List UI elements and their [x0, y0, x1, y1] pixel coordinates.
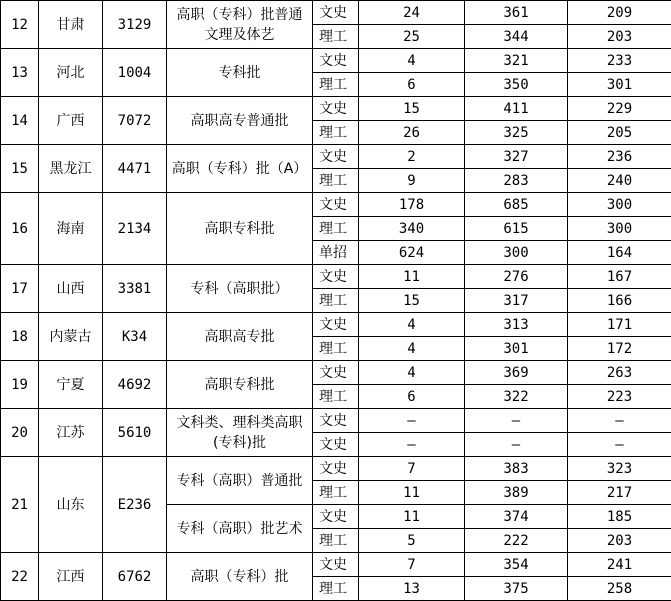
max-score-cell: 350	[465, 73, 568, 97]
subject-cell: 理工	[313, 289, 359, 313]
plan-count-cell: 9	[359, 169, 465, 193]
batch-cell: 高职（专科）批普通文理及体艺	[167, 1, 313, 49]
row-number-cell: 22	[1, 553, 39, 601]
subject-cell: 理工	[313, 217, 359, 241]
row-number-cell: 19	[1, 361, 39, 409]
row-number-cell: 20	[1, 409, 39, 457]
subject-cell: 文史	[313, 457, 359, 481]
institution-code-cell: 4471	[103, 145, 167, 193]
subject-cell: 文史	[313, 193, 359, 217]
min-score-cell: 301	[568, 73, 671, 97]
min-score-cell: 263	[568, 361, 671, 385]
plan-count-cell: 7	[359, 457, 465, 481]
plan-count-cell: 6	[359, 385, 465, 409]
province-cell: 江西	[39, 553, 103, 601]
row-number-cell: 14	[1, 97, 39, 145]
table-row	[1, 97, 671, 121]
plan-count-cell: 340	[359, 217, 465, 241]
plan-count-cell: 178	[359, 193, 465, 217]
institution-code-cell: 3129	[103, 1, 167, 49]
plan-count-cell: 15	[359, 97, 465, 121]
min-score-cell: 166	[568, 289, 671, 313]
max-score-cell: 411	[465, 97, 568, 121]
min-score-cell: 209	[568, 1, 671, 25]
subject-cell: 理工	[313, 73, 359, 97]
subject-cell: 文史	[313, 409, 359, 433]
plan-count-cell: 624	[359, 241, 465, 265]
plan-count-cell: 15	[359, 289, 465, 313]
plan-count-cell: 4	[359, 361, 465, 385]
min-score-cell: 229	[568, 97, 671, 121]
max-score-cell: 615	[465, 217, 568, 241]
subject-cell: 单招	[313, 241, 359, 265]
subject-cell: 文史	[313, 145, 359, 169]
subject-cell: 理工	[313, 577, 359, 601]
min-score-cell: 241	[568, 553, 671, 577]
min-score-cell: 203	[568, 529, 671, 553]
max-score-cell: 300	[465, 241, 568, 265]
batch-cell: 文科类、理科类高职(专科)批	[167, 409, 313, 457]
institution-code-cell: 3381	[103, 265, 167, 313]
max-score-cell: 322	[465, 385, 568, 409]
institution-code-cell: E236	[103, 457, 167, 553]
subject-cell: 文史	[313, 553, 359, 577]
subject-cell: 文史	[313, 505, 359, 529]
province-cell: 内蒙古	[39, 313, 103, 361]
institution-code-cell: 2134	[103, 193, 167, 265]
plan-count-cell: 4	[359, 313, 465, 337]
institution-code-cell: 4692	[103, 361, 167, 409]
max-score-cell: 325	[465, 121, 568, 145]
subject-cell: 文史	[313, 265, 359, 289]
batch-cell: 高职专科批	[167, 361, 313, 409]
plan-count-cell: 2	[359, 145, 465, 169]
max-score-cell: 317	[465, 289, 568, 313]
row-number-cell: 12	[1, 1, 39, 49]
plan-count-cell: 7	[359, 553, 465, 577]
min-score-cell: –	[568, 409, 671, 433]
min-score-cell: 236	[568, 145, 671, 169]
batch-cell: 高职高专普通批	[167, 97, 313, 145]
province-cell: 广西	[39, 97, 103, 145]
table-row	[1, 553, 671, 577]
max-score-cell: 383	[465, 457, 568, 481]
min-score-cell: 205	[568, 121, 671, 145]
max-score-cell: 327	[465, 145, 568, 169]
min-score-cell: 258	[568, 577, 671, 601]
subject-cell: 文史	[313, 1, 359, 25]
max-score-cell: 283	[465, 169, 568, 193]
max-score-cell: 321	[465, 49, 568, 73]
plan-count-cell: –	[359, 433, 465, 457]
batch-cell: 专科批	[167, 49, 313, 97]
batch-cell: 高职（专科）批（A）	[167, 145, 313, 193]
row-number-cell: 21	[1, 457, 39, 553]
batch-cell: 专科（高职批）	[167, 265, 313, 313]
province-cell: 山东	[39, 457, 103, 553]
subject-cell: 理工	[313, 25, 359, 49]
subject-cell: 文史	[313, 97, 359, 121]
max-score-cell: 354	[465, 553, 568, 577]
max-score-cell: 369	[465, 361, 568, 385]
max-score-cell: 374	[465, 505, 568, 529]
plan-count-cell: 13	[359, 577, 465, 601]
table-row	[1, 1, 671, 25]
subject-cell: 理工	[313, 337, 359, 361]
min-score-cell: 300	[568, 217, 671, 241]
max-score-cell: 313	[465, 313, 568, 337]
row-number-cell: 18	[1, 313, 39, 361]
max-score-cell: 222	[465, 529, 568, 553]
max-score-cell: –	[465, 409, 568, 433]
plan-count-cell: 4	[359, 49, 465, 73]
institution-code-cell: K34	[103, 313, 167, 361]
min-score-cell: 203	[568, 25, 671, 49]
min-score-cell: 223	[568, 385, 671, 409]
min-score-cell: 172	[568, 337, 671, 361]
subject-cell: 理工	[313, 385, 359, 409]
institution-code-cell: 6762	[103, 553, 167, 601]
plan-count-cell: 11	[359, 505, 465, 529]
table-row	[1, 409, 671, 433]
subject-cell: 理工	[313, 529, 359, 553]
min-score-cell: 323	[568, 457, 671, 481]
province-cell: 江苏	[39, 409, 103, 457]
table-row	[1, 361, 671, 385]
plan-count-cell: 6	[359, 73, 465, 97]
min-score-cell: 171	[568, 313, 671, 337]
min-score-cell: 240	[568, 169, 671, 193]
plan-count-cell: 4	[359, 337, 465, 361]
max-score-cell: 301	[465, 337, 568, 361]
plan-count-cell: 26	[359, 121, 465, 145]
table-row	[1, 265, 671, 289]
province-cell: 山西	[39, 265, 103, 313]
min-score-cell: 164	[568, 241, 671, 265]
plan-count-cell: 5	[359, 529, 465, 553]
batch-cell: 专科（高职）普通批	[167, 457, 313, 505]
batch-cell: 高职专科批	[167, 193, 313, 265]
min-score-cell: 167	[568, 265, 671, 289]
row-number-cell: 15	[1, 145, 39, 193]
max-score-cell: 344	[465, 25, 568, 49]
subject-cell: 理工	[313, 169, 359, 193]
max-score-cell: –	[465, 433, 568, 457]
min-score-cell: 217	[568, 481, 671, 505]
table-row	[1, 145, 671, 169]
max-score-cell: 276	[465, 265, 568, 289]
table-row	[1, 49, 671, 73]
table-row	[1, 313, 671, 337]
subject-cell: 理工	[313, 121, 359, 145]
table-body	[1, 1, 671, 601]
institution-code-cell: 1004	[103, 49, 167, 97]
row-number-cell: 13	[1, 49, 39, 97]
batch-cell: 高职高专批	[167, 313, 313, 361]
institution-code-cell: 7072	[103, 97, 167, 145]
batch-cell: 专科（高职）批艺术	[167, 505, 313, 553]
min-score-cell: –	[568, 433, 671, 457]
subject-cell: 文史	[313, 313, 359, 337]
province-cell: 宁夏	[39, 361, 103, 409]
plan-count-cell: –	[359, 409, 465, 433]
row-number-cell: 16	[1, 193, 39, 265]
plan-count-cell: 11	[359, 481, 465, 505]
plan-count-cell: 25	[359, 25, 465, 49]
min-score-cell: 233	[568, 49, 671, 73]
batch-cell: 高职（专科）批	[167, 553, 313, 601]
min-score-cell: 185	[568, 505, 671, 529]
min-score-cell: 300	[568, 193, 671, 217]
province-cell: 甘肃	[39, 1, 103, 49]
max-score-cell: 361	[465, 1, 568, 25]
subject-cell: 文史	[313, 361, 359, 385]
table-row	[1, 457, 671, 481]
plan-count-cell: 24	[359, 1, 465, 25]
subject-cell: 理工	[313, 481, 359, 505]
subject-cell: 文史	[313, 49, 359, 73]
province-cell: 黑龙江	[39, 145, 103, 193]
max-score-cell: 685	[465, 193, 568, 217]
province-cell: 海南	[39, 193, 103, 265]
max-score-cell: 375	[465, 577, 568, 601]
subject-cell: 文史	[313, 433, 359, 457]
institution-code-cell: 5610	[103, 409, 167, 457]
province-cell: 河北	[39, 49, 103, 97]
row-number-cell: 17	[1, 265, 39, 313]
plan-count-cell: 11	[359, 265, 465, 289]
table-row	[1, 193, 671, 217]
max-score-cell: 389	[465, 481, 568, 505]
